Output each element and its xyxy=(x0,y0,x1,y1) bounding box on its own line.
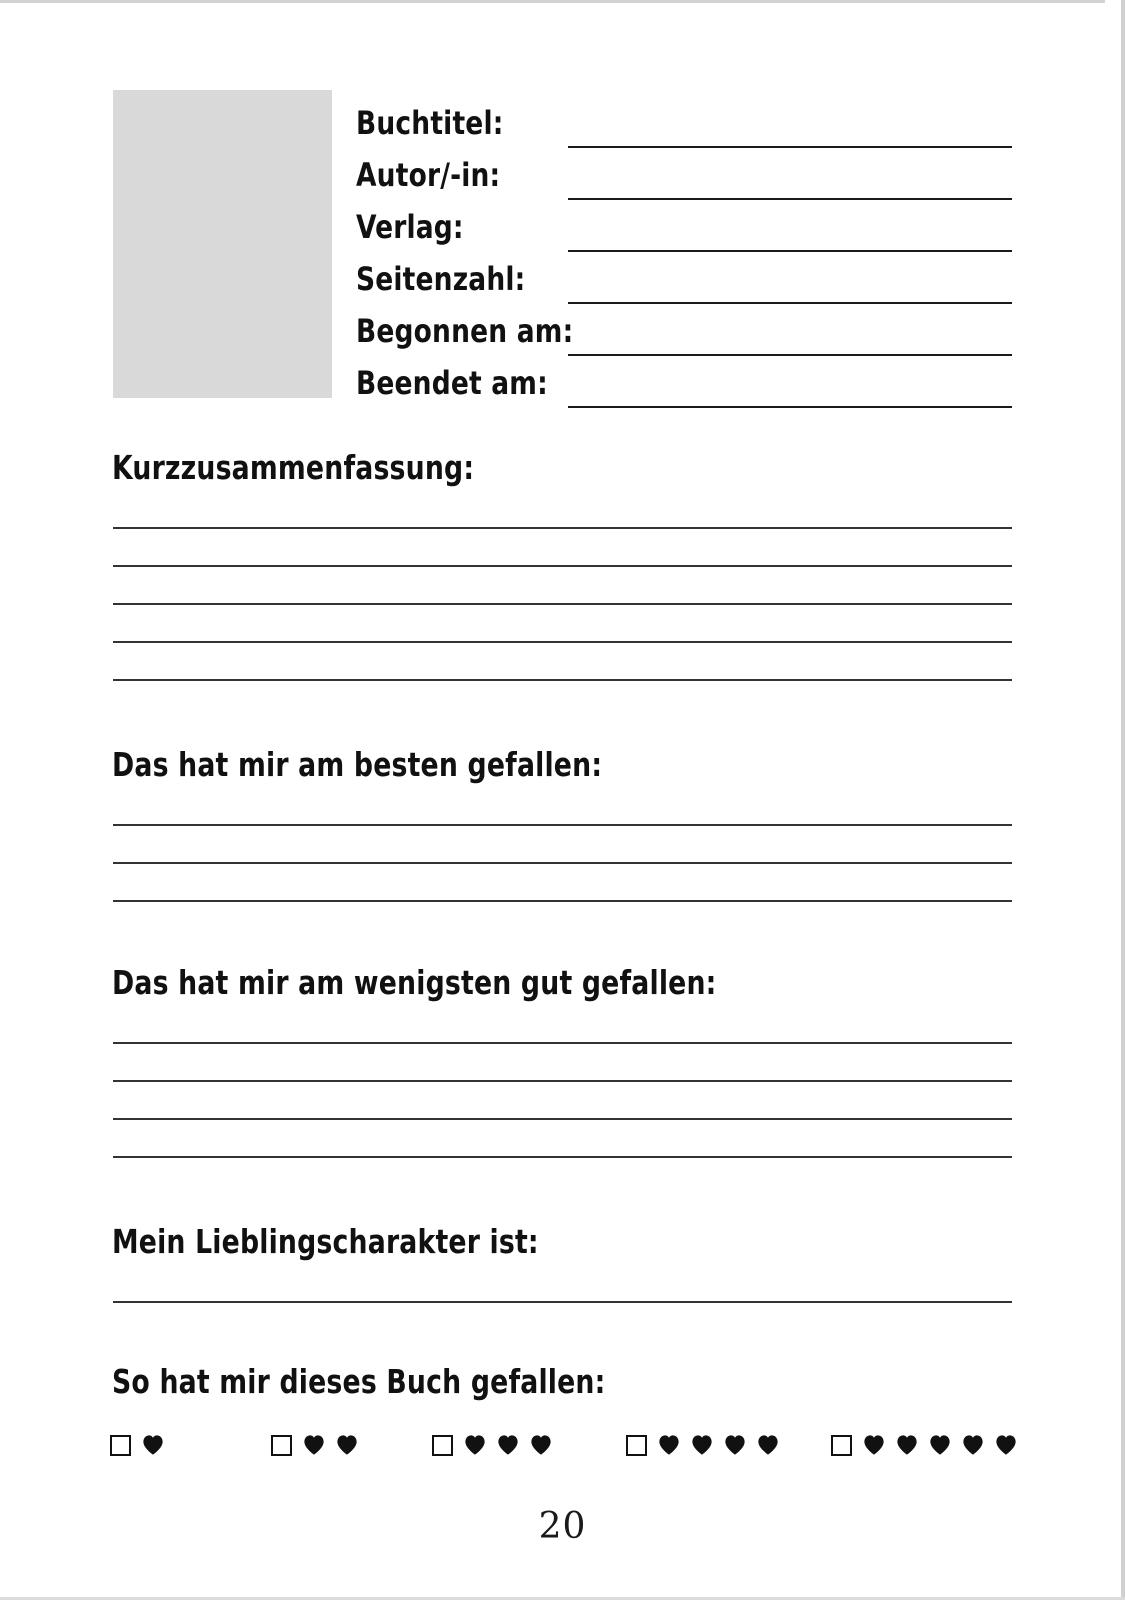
section-heading: Das hat mir am besten gefallen: xyxy=(112,745,603,784)
writing-line[interactable] xyxy=(113,862,1012,864)
rating-options-row xyxy=(110,1428,1015,1462)
empty-checkbox-icon[interactable] xyxy=(432,1435,453,1456)
rating-option-2[interactable] xyxy=(271,1428,358,1462)
heart-icon xyxy=(530,1434,552,1456)
writing-line[interactable] xyxy=(113,527,1012,529)
page-number: 20 xyxy=(538,1506,587,1547)
rating-option-1[interactable] xyxy=(110,1428,164,1462)
heart-icon xyxy=(658,1434,680,1456)
writing-line[interactable] xyxy=(113,565,1012,567)
metadata-field-row xyxy=(356,252,1012,304)
rating-option-4[interactable] xyxy=(626,1428,779,1462)
writing-line[interactable] xyxy=(113,1301,1012,1303)
metadata-field-row xyxy=(356,148,1012,200)
section-heading: Mein Lieblingscharakter ist: xyxy=(112,1222,539,1261)
heart-icon xyxy=(929,1434,951,1456)
heart-icon xyxy=(691,1434,713,1456)
heart-icon xyxy=(863,1434,885,1456)
writing-line[interactable] xyxy=(113,900,1012,902)
heart-icon xyxy=(336,1434,358,1456)
heart-group xyxy=(464,1434,552,1456)
heart-group xyxy=(658,1434,779,1456)
heart-group xyxy=(142,1434,164,1456)
heart-group xyxy=(863,1434,1017,1456)
heart-icon xyxy=(497,1434,519,1456)
section-heading: Kurzzusammenfassung: xyxy=(112,448,475,487)
writing-line[interactable] xyxy=(113,1080,1012,1082)
empty-checkbox-icon[interactable] xyxy=(110,1435,131,1456)
metadata-field-label: Beendet am: xyxy=(356,364,548,402)
heart-icon xyxy=(303,1434,325,1456)
writing-line[interactable] xyxy=(113,1118,1012,1120)
empty-checkbox-icon[interactable] xyxy=(626,1435,647,1456)
page-edge-right-inner xyxy=(1105,0,1121,1600)
writing-line[interactable] xyxy=(113,603,1012,605)
writing-line[interactable] xyxy=(113,641,1012,643)
heart-icon xyxy=(724,1434,746,1456)
heart-icon xyxy=(995,1434,1017,1456)
writing-line[interactable] xyxy=(113,824,1012,826)
empty-checkbox-icon[interactable] xyxy=(271,1435,292,1456)
metadata-field-label: Buchtitel: xyxy=(356,104,504,142)
writing-line[interactable] xyxy=(113,1156,1012,1158)
metadata-field-label: Autor/-in: xyxy=(356,156,501,194)
heart-icon xyxy=(896,1434,918,1456)
book-cover-placeholder xyxy=(113,90,332,398)
heart-icon xyxy=(464,1434,486,1456)
writing-line[interactable] xyxy=(113,679,1012,681)
metadata-field-label: Begonnen am: xyxy=(356,312,574,350)
heart-group xyxy=(303,1434,358,1456)
rating-option-5[interactable] xyxy=(831,1428,1017,1462)
page-edge-top xyxy=(0,0,1125,3)
writing-line[interactable] xyxy=(113,1042,1012,1044)
heart-icon xyxy=(757,1434,779,1456)
metadata-field-writing-line[interactable] xyxy=(568,406,1012,408)
metadata-field-label: Verlag: xyxy=(356,208,464,246)
page-edge-right xyxy=(1121,0,1125,1600)
metadata-field-label: Seitenzahl: xyxy=(356,260,526,298)
heart-icon xyxy=(142,1434,164,1456)
heart-icon xyxy=(962,1434,984,1456)
rating-option-3[interactable] xyxy=(432,1428,552,1462)
rating-heading: So hat mir dieses Buch gefallen: xyxy=(112,1362,606,1401)
section-heading: Das hat mir am wenigsten gut gefallen: xyxy=(112,963,717,1002)
empty-checkbox-icon[interactable] xyxy=(831,1435,852,1456)
metadata-field-row xyxy=(356,96,1012,148)
metadata-field-row xyxy=(356,356,1012,408)
metadata-field-row xyxy=(356,200,1012,252)
metadata-field-row xyxy=(356,304,1012,356)
